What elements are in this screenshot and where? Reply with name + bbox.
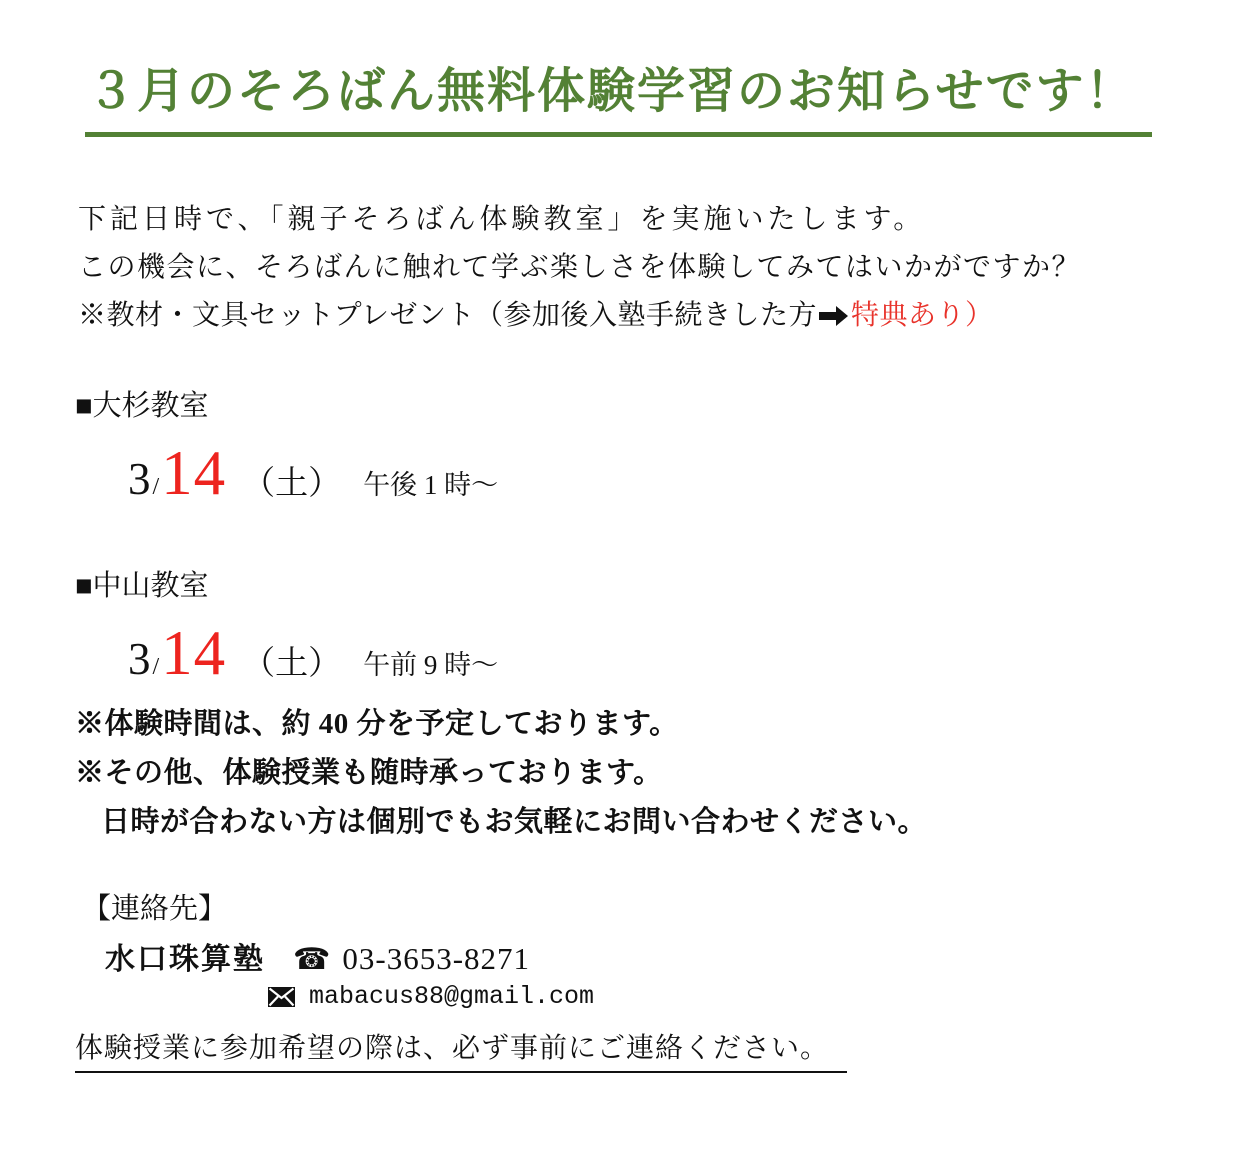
note-line-2: ※その他、体験授業も随時承っております。 — [75, 757, 663, 789]
date-time: 午前 9 時～ — [363, 650, 499, 680]
date-month: 3 — [128, 454, 151, 504]
classroom-heading-osugi: ■大杉教室 — [75, 390, 209, 422]
session-date-nakayama — [128, 618, 499, 688]
date-weekday: （土） — [242, 646, 342, 682]
date-day: 14 — [161, 438, 227, 508]
session-date-osugi — [128, 438, 499, 508]
intro-line-3 — [78, 292, 1081, 340]
email-address: mabacus88@gmail.com — [309, 982, 595, 1011]
date-month: 3 — [128, 634, 151, 684]
notes-section — [75, 700, 927, 847]
phone-number: 03-3653-8271 — [342, 941, 531, 976]
note-line-1: ※体験時間は、約 40 分を予定しております。 — [75, 708, 679, 740]
classroom-heading-nakayama: ■中山教室 — [75, 570, 209, 602]
date-weekday: （土） — [242, 466, 342, 502]
intro-line-3-highlight: 特典あり） — [851, 300, 994, 331]
footer-notice: 体験授業に参加希望の際は、必ず事前にご連絡ください。 — [75, 1026, 847, 1073]
school-name: 水口珠算塾 — [105, 943, 265, 976]
date-slash: / — [152, 654, 160, 680]
contact-phone-row — [105, 934, 530, 978]
right-arrow-icon — [819, 292, 849, 340]
note-line-3: 日時が合わない方は個別でもお気軽にお問い合わせください。 — [101, 806, 928, 838]
contact-email-row — [268, 982, 594, 1011]
date-time: 午後 1 時～ — [363, 470, 499, 500]
intro-line-3-text: ※教材・文具セットプレゼント（参加後入塾手続きした方 — [78, 300, 818, 331]
contact-heading: 【連絡先】 — [82, 893, 228, 925]
date-slash: / — [152, 474, 160, 500]
envelope-icon — [268, 987, 295, 1007]
page-title: ３月のそろばん無料体験学習のお知らせです！ — [85, 60, 1152, 137]
intro-paragraph — [78, 196, 1081, 340]
intro-line-1: 下記日時で、「親子そろばん体験教室」を実施いたします。 — [78, 204, 926, 235]
date-day: 14 — [161, 618, 227, 688]
telephone-icon: ☎ — [293, 942, 331, 977]
intro-line-2: この機会に、そろばんに触れて学ぶ楽しさを体験してみてはいかがですか？ — [78, 252, 1082, 283]
